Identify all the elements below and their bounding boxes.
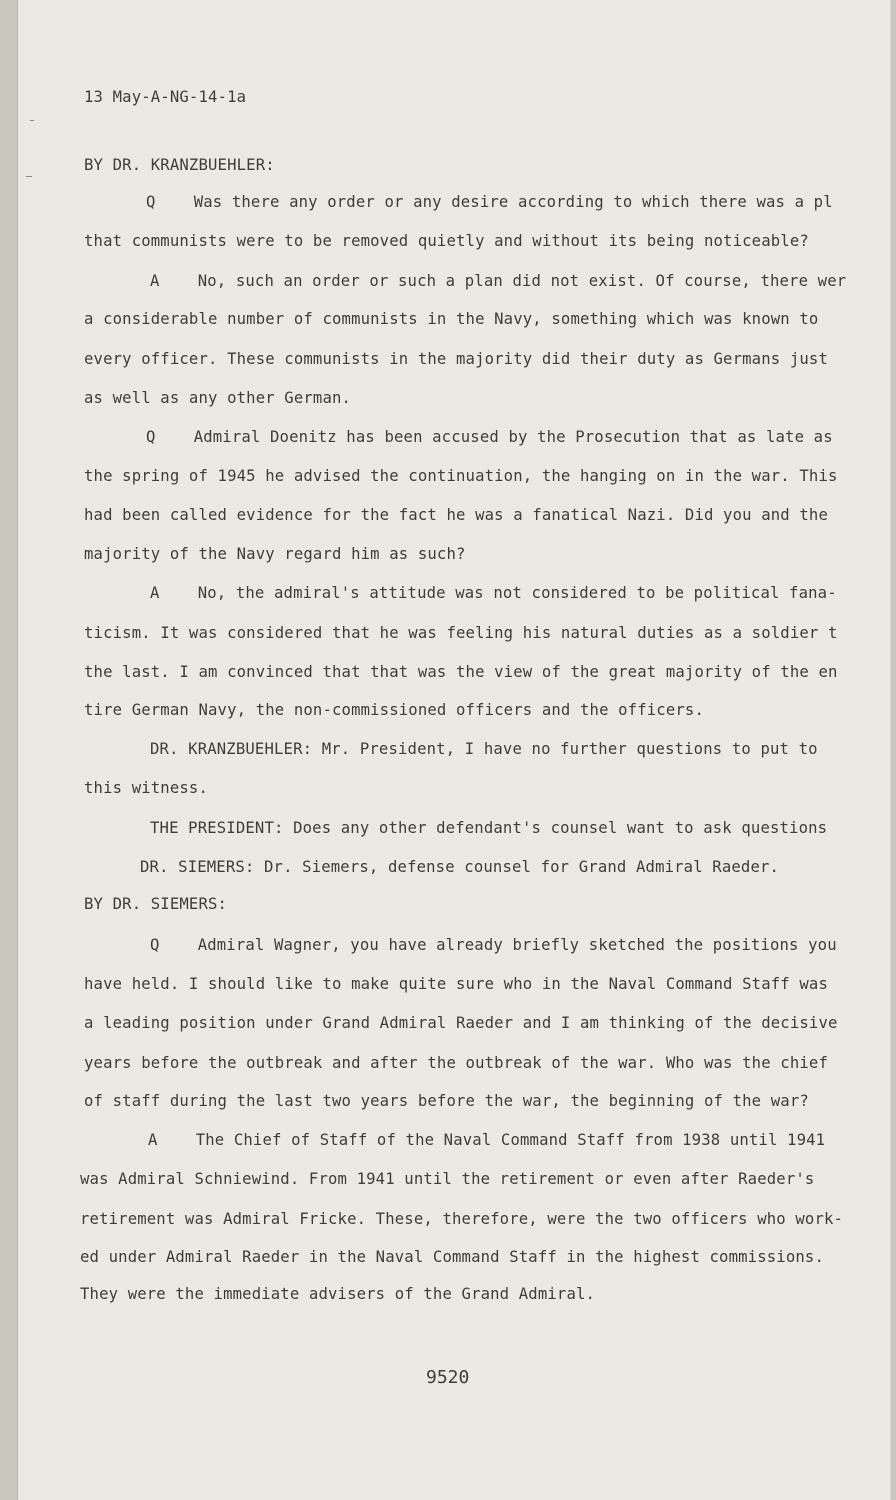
- transcript-line: a considerable number of communists in the Navy, something which was known to: [84, 310, 819, 328]
- transcript-line: retirement was Admiral Fricke. These, therefore, were the two officers who work-: [80, 1210, 844, 1228]
- transcript-line: years before the outbreak and after the outbreak of the war. Who was the chief: [84, 1054, 828, 1072]
- transcript-line: tire German Navy, the non-commissioned officers and the officers.: [84, 701, 704, 719]
- transcript-line: this witness.: [84, 779, 208, 797]
- transcript-line: a leading position under Grand Admiral Raeder and I am thinking of the decisive: [84, 1014, 838, 1032]
- transcript-line: BY DR. SIEMERS:: [84, 895, 228, 913]
- transcript-line: majority of the Navy regard him as such?: [84, 545, 466, 563]
- transcript-line: Q Was there any order or any desire according to which there was a pl: [146, 193, 833, 211]
- margin-mark: [26, 176, 32, 177]
- page-number: 9520: [426, 1367, 470, 1388]
- transcript-line: They were the immediate advisers of the Grand Admiral.: [80, 1285, 596, 1303]
- transcript-line: ticism. It was considered that he was feeling his natural duties as a soldier t: [84, 624, 838, 642]
- transcript-line: A No, the admiral's attitude was not considered to be political fana-: [150, 584, 837, 602]
- transcript-line: ed under Admiral Raeder in the Naval Command Staff in the highest commissions.: [80, 1248, 824, 1266]
- document-page: [18, 0, 890, 1500]
- transcript-line: that communists were to be removed quietly and without its being noticeable?: [84, 232, 809, 250]
- transcript-line: BY DR. KRANZBUEHLER:: [84, 156, 275, 174]
- transcript-line: DR. SIEMERS: Dr. Siemers, defense counsel for Grand Admiral Raeder.: [140, 858, 780, 876]
- transcript-line: A No, such an order or such a plan did not exist. Of course, there wer: [150, 272, 847, 290]
- transcript-line: had been called evidence for the fact he was a fanatical Nazi. Did you and the: [84, 506, 828, 524]
- transcript-line: was Admiral Schniewind. From 1941 until the retirement or even after Raeder's: [80, 1170, 815, 1188]
- margin-mark: [30, 120, 34, 121]
- document-header-code: 13 May-A-NG-14-1a: [84, 88, 247, 106]
- transcript-line: DR. KRANZBUEHLER: Mr. President, I have no further questions to put to: [150, 740, 818, 758]
- transcript-line: Q Admiral Doenitz has been accused by the Prosecution that as late as: [146, 428, 833, 446]
- transcript-line: Q Admiral Wagner, you have already briefly sketched the positions you: [150, 936, 837, 954]
- transcript-line: every officer. These communists in the majority did their duty as Germans just: [84, 350, 828, 368]
- transcript-line: A The Chief of Staff of the Naval Command Staff from 1938 until 1941: [148, 1131, 826, 1149]
- transcript-line: of staff during the last two years before the war, the beginning of the war?: [84, 1092, 809, 1110]
- transcript-line: THE PRESIDENT: Does any other defendant's counsel want to ask questions: [150, 819, 828, 837]
- transcript-line: as well as any other German.: [84, 389, 352, 407]
- transcript-line: have held. I should like to make quite sure who in the Naval Command Staff was: [84, 975, 828, 993]
- transcript-line: the last. I am convinced that that was the view of the great majority of the en: [84, 663, 838, 681]
- transcript-line: the spring of 1945 he advised the continuation, the hanging on in the war. This: [84, 467, 838, 485]
